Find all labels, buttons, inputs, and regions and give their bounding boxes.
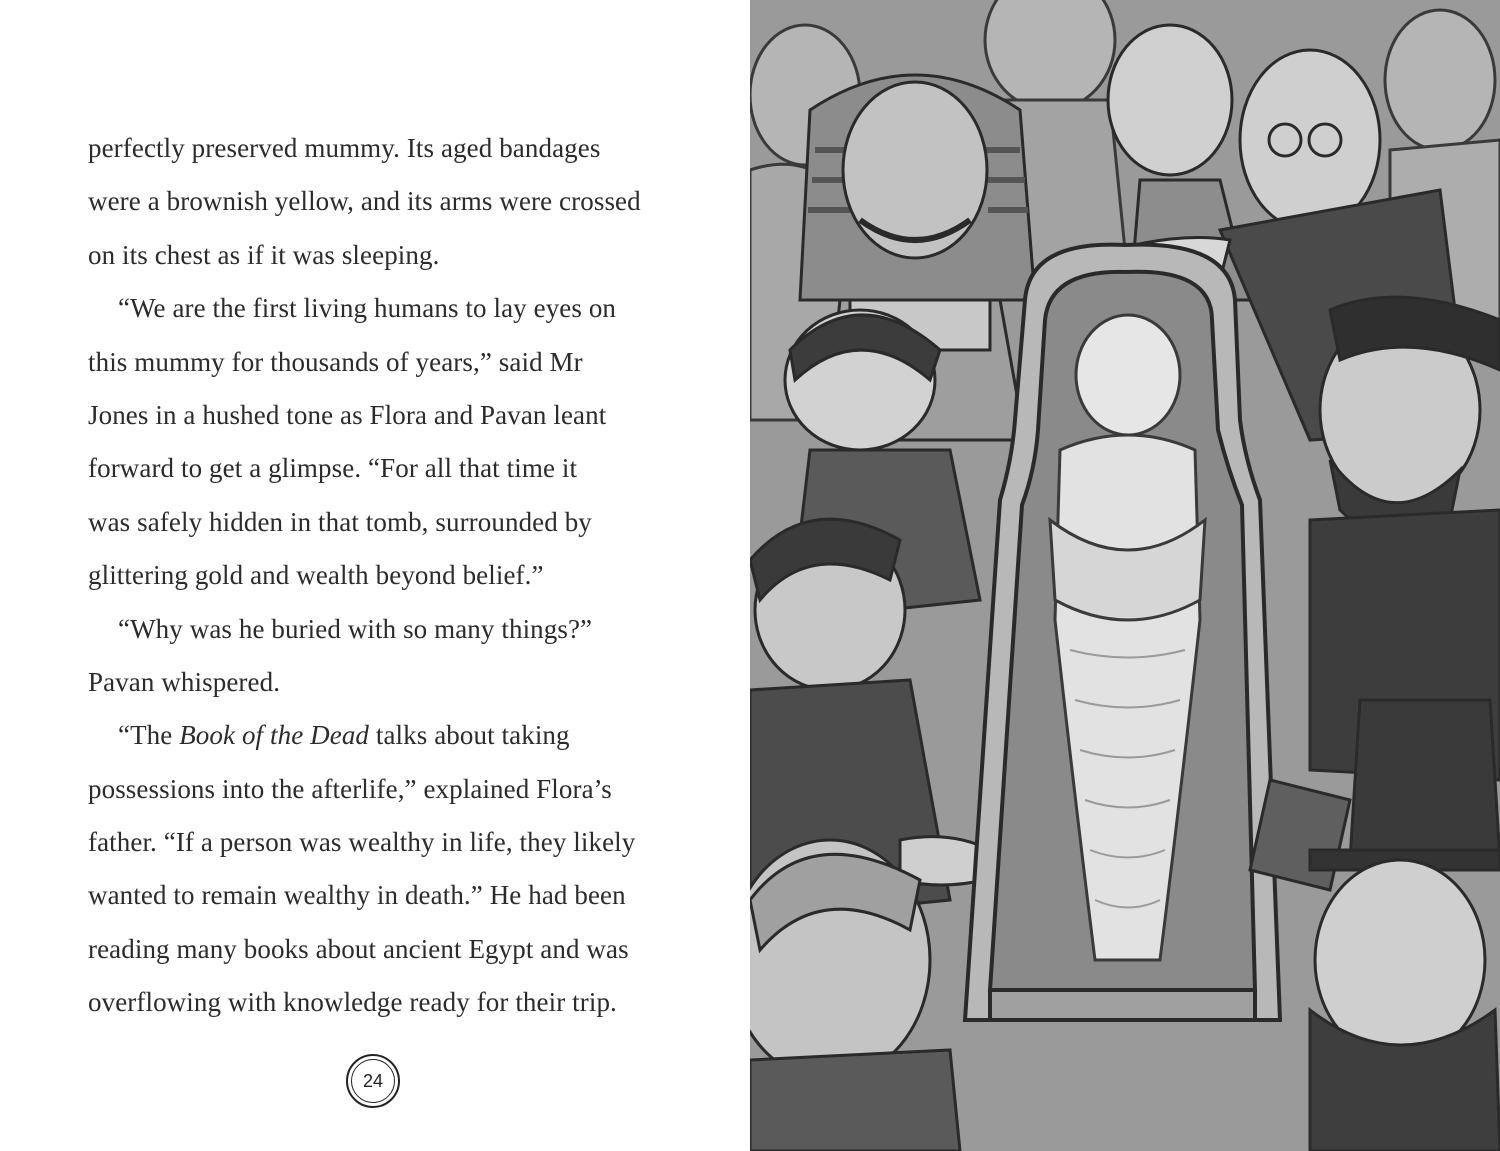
book-title-italic: Book of the Dead	[179, 720, 370, 751]
text-line: was safely hidden in that tomb, surrounded by	[88, 506, 592, 537]
boy-background-head	[1385, 10, 1495, 150]
text-line: perfectly preserved mummy. Its aged bandages	[88, 133, 601, 163]
text-line: Jones in a hushed tone as Flora and Pavan leant	[88, 399, 607, 430]
text-line: “Why was he buried with so many things?”	[118, 613, 593, 644]
text-fragment: talks about taking	[369, 720, 570, 751]
text-line: forward to get a glimpse. “For all that time it	[88, 453, 578, 484]
page-number-badge	[346, 1054, 400, 1108]
text-line: glittering gold and wealth beyond belief.”	[88, 560, 544, 591]
mummy-illustration	[750, 0, 1500, 1151]
illustration-page	[750, 0, 1500, 1151]
text-line: this mummy for thousands of years,” said Mr	[88, 346, 583, 377]
text-line: on its chest as if it was sleeping.	[88, 239, 440, 270]
pharaoh-face	[843, 82, 987, 258]
text-line: “We are the first living humans to lay eyes on	[118, 293, 617, 324]
text-line: were a brownish yellow, and its arms were crossed	[88, 186, 641, 217]
text-fragment: “The	[118, 720, 180, 751]
top-hat	[1350, 700, 1500, 860]
book-prop	[1250, 780, 1350, 890]
text-line: wanted to remain wealthy in death.” He had been	[88, 880, 626, 911]
text-line	[88, 709, 648, 762]
text-line: possessions into the afterlife,” explained Flora’s	[88, 773, 612, 804]
text-line: overflowing with knowledge ready for their trip.	[88, 987, 617, 1018]
mummy-head	[1076, 315, 1180, 435]
text-line: reading many books about ancient Egypt and was	[88, 933, 629, 964]
sarcophagus-foot	[990, 990, 1255, 1020]
text-line: Pavan whispered.	[88, 666, 281, 697]
story-text	[88, 122, 648, 1030]
text-line: father. “If a person was wealthy in life, they likely	[88, 827, 636, 858]
page-number: 24	[362, 1070, 384, 1091]
